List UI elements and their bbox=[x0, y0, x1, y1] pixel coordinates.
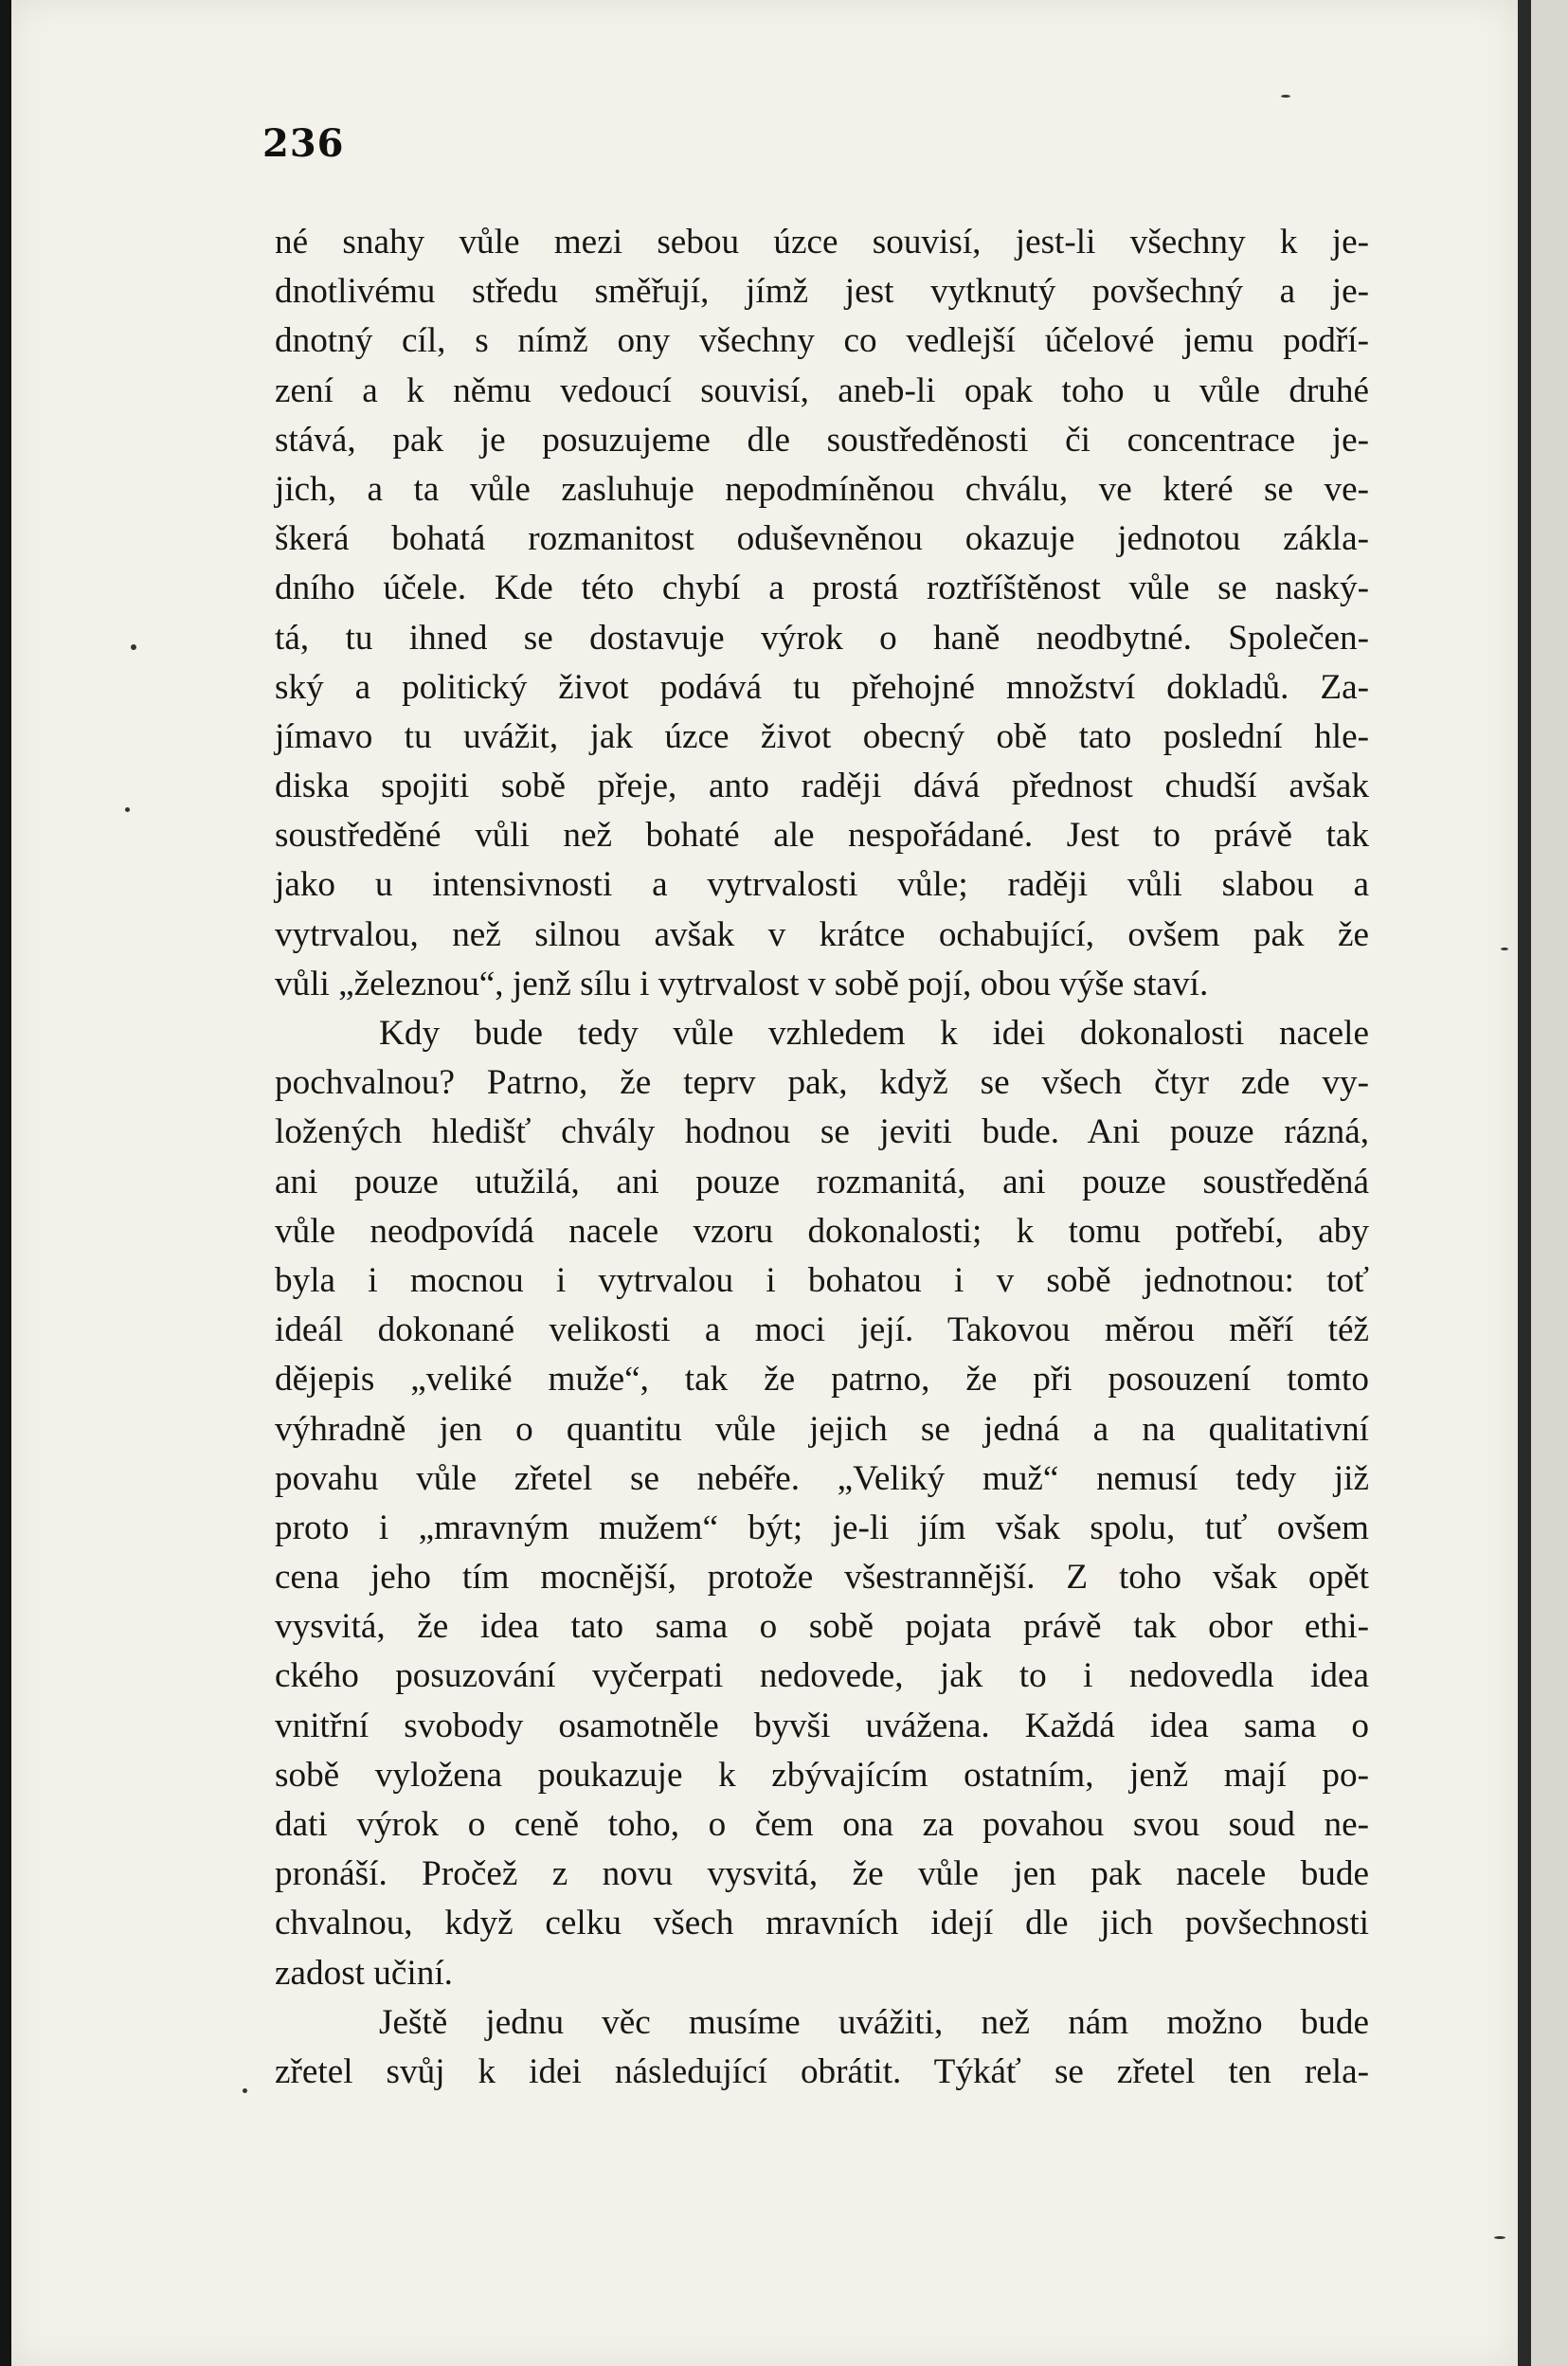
scan-speck bbox=[243, 2088, 247, 2093]
text-line: diska spojiti sobě přeje, anto raději dává přednost chudší avšak bbox=[275, 767, 1369, 806]
scan-speck bbox=[1494, 2236, 1505, 2239]
text-line: ský a politický život podává tu přehojné množství dokladů. Za- bbox=[275, 667, 1369, 707]
text-line: cena jeho tím mocnější, protože všestrannější. Z toho však opět bbox=[275, 1558, 1369, 1598]
text-line: Ještě jednu věc musíme uvážiti, než nám možno bude bbox=[379, 2002, 1369, 2042]
text-line: vysvitá, že idea tato sama o sobě pojata právě tak obor ethi- bbox=[275, 1607, 1369, 1647]
text-line: byla i mocnou i vytrvalou i bohatou i v sobě jednotnou: toť bbox=[275, 1260, 1369, 1300]
scan-speck bbox=[1501, 948, 1508, 950]
text-line: pochvalnou? Patrno, že teprv pak, když se všech čtyr zde vy- bbox=[275, 1063, 1369, 1103]
text-line: né snahy vůle mezi sebou úzce souvisí, jest-li všechny k je- bbox=[275, 223, 1369, 262]
text-line: zení a k němu vedoucí souvisí, aneb-li opak toho u vůle druhé bbox=[275, 370, 1369, 410]
text-line: jímavo tu uvážit, jak úzce život obecný obě tato poslední hle- bbox=[275, 716, 1369, 756]
text-line: chvalnou, když celku všech mravních idejí dle jich povšechnosti bbox=[275, 1904, 1369, 1943]
text-line: výhradně jen o quantitu vůle jejich se jedná a na qualitativní bbox=[275, 1409, 1369, 1449]
text-line: vůli „železnou“, jenž sílu i vytrvalost v sobě pojí, obou výše staví. bbox=[275, 964, 1209, 1003]
text-line: ani pouze utužilá, ani pouze rozmanitá, ani pouze soustředěná bbox=[275, 1162, 1369, 1201]
text-line: vůle neodpovídá nacele vzoru dokonalosti; k tomu potřebí, aby bbox=[275, 1211, 1369, 1251]
text-line: dati výrok o ceně toho, o čem ona za povahou svou soud ne- bbox=[275, 1805, 1369, 1844]
page-edge-shadow bbox=[1518, 0, 1531, 2366]
text-line: Kdy bude tedy vůle vzhledem k idei dokonalosti nacele bbox=[379, 1014, 1369, 1053]
text-line: jako u intensivnosti a vytrvalosti vůle; raději vůli slabou a bbox=[275, 865, 1369, 905]
scan-speck bbox=[1281, 95, 1290, 98]
text-line: pronáší. Pročež z novu vysvitá, že vůle jen pak nacele bude bbox=[275, 1854, 1369, 1894]
adjacent-page-strip bbox=[1531, 0, 1568, 2366]
text-line: ideál dokonané velikosti a moci její. Takovou měrou měří též bbox=[275, 1310, 1369, 1350]
text-line: dnotný cíl, s nímž ony všechny co vedlejší účelové jemu podří- bbox=[275, 321, 1369, 361]
book-page bbox=[11, 0, 1518, 2366]
text-line: vytrvalou, než silnou avšak v krátce ochabující, ovšem pak že bbox=[275, 914, 1369, 954]
text-line: povahu vůle zřetel se nebéře. „Veliký muž“ nemusí tedy již bbox=[275, 1458, 1369, 1498]
text-line: soustředěné vůli než bohaté ale nespořádané. Jest to právě tak bbox=[275, 816, 1369, 856]
body-text bbox=[275, 218, 1369, 2097]
text-line: dního účele. Kde této chybí a prostá roztříštěnost vůle se naský- bbox=[275, 569, 1369, 608]
text-line: ckého posuzování vyčerpati nedovede, jak to i nedovedla idea bbox=[275, 1656, 1369, 1696]
text-line: proto i „mravným mužem“ být; je-li jím však spolu, tuť ovšem bbox=[275, 1508, 1369, 1547]
page-number: 236 bbox=[262, 121, 345, 166]
text-line: sobě vyložena poukazuje k zbývajícím ostatním, jenž mají po- bbox=[275, 1755, 1369, 1795]
text-line: dějepis „veliké muže“, tak že patrno, že při posouzení tomto bbox=[275, 1360, 1369, 1400]
text-line: zřetel svůj k idei následující obrátit. Týkáť se zřetel ten rela- bbox=[275, 2051, 1369, 2091]
text-line: škerá bohatá rozmanitost oduševněnou okazuje jednotou zákla- bbox=[275, 519, 1369, 559]
text-line: vnitřní svobody osamotněle byvši uvážena. Každá idea sama o bbox=[275, 1706, 1369, 1745]
scan-speck bbox=[131, 644, 136, 650]
text-line: tá, tu ihned se dostavuje výrok o haně neodbytné. Společen- bbox=[275, 618, 1369, 658]
scan-speck bbox=[125, 807, 130, 812]
text-line: stává, pak je posuzujeme dle soustředěnosti či concentrace je- bbox=[275, 420, 1369, 460]
text-line: jich, a ta vůle zasluhuje nepodmíněnou chválu, ve které se ve- bbox=[275, 469, 1369, 509]
text-line: ložených hledišť chvály hodnou se jeviti bude. Ani pouze rázná, bbox=[275, 1112, 1369, 1152]
text-line: dnotlivému středu směřují, jímž jest vytknutý povšechný a je- bbox=[275, 272, 1369, 312]
text-line: zadost učiní. bbox=[275, 1953, 453, 1993]
